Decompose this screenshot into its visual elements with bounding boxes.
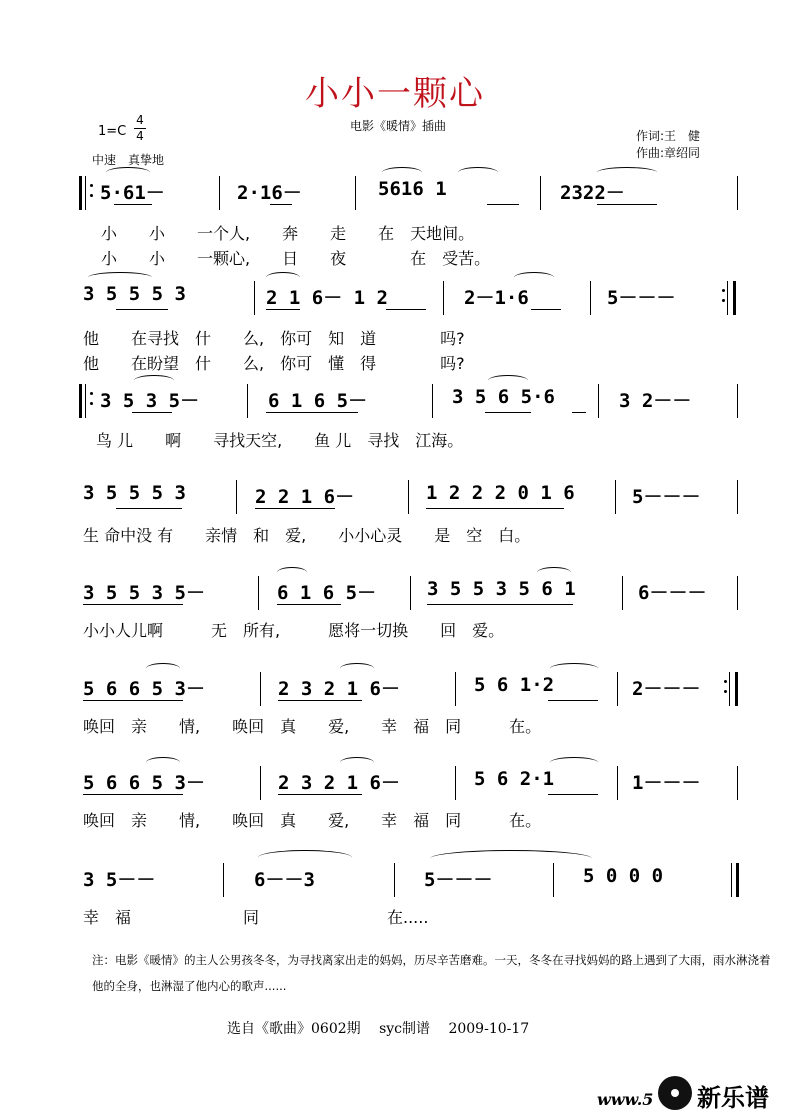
lyric-line-2: 他 在盼望 什 么, 你可 懂 得 吗? [83,354,465,373]
bar-line [622,576,623,610]
bar-line [410,576,411,610]
repeat-start-bar [79,176,82,210]
measure-notes: 2·16－ [237,182,302,204]
final-bar-thin [731,863,732,897]
bar-line [617,766,618,800]
bar-line [540,176,541,210]
lyric-line-1: 幸 福 同 在..... [83,908,429,927]
measure-notes: 3 5 5 3 5 6 1 [427,578,576,600]
bar-line [254,281,255,315]
measure-notes: 2－1·6 [464,287,529,309]
bar-line [258,576,259,610]
measure-notes: 6－－3 [254,869,315,891]
bar-line [553,863,554,897]
key-signature: 1=C [98,124,127,139]
repeat-end-bar [733,281,736,315]
score-row-4 [0,482,790,545]
bar-line [737,576,738,610]
lyric-line-1: 唤回 亲 情, 唤回 真 爱, 幸 福 同 在。 [83,811,542,830]
song-subtitle: 电影《暖情》插曲 [350,119,447,133]
lyric-line-1: 他 在寻找 什 么, 你可 知 道 吗? [83,329,465,348]
measure-notes: 5616 1 [378,178,447,200]
bar-line [590,281,591,315]
bar-line [737,766,738,800]
measure-notes: 5－－－ [632,486,701,508]
song-title: 小小一颗心 [305,74,485,114]
time-bottom: 4 [136,129,144,143]
bar-line [223,863,224,897]
measure-notes: 6－－－ [638,582,707,604]
bar-line [260,672,261,706]
bar-line [432,384,433,418]
measure-notes: 1 2 2 2 0 1 6 [426,482,575,504]
repeat-start-thin [85,176,86,210]
time-top: 4 [136,113,144,127]
bar-line [443,281,444,315]
measure-notes: 2 1 6－ 1 2 [266,287,388,309]
bar-line [737,480,738,514]
measure-notes: 3 5－－ [83,869,156,891]
bar-line [408,480,409,514]
bar-line [236,480,237,514]
bar-line [615,480,616,514]
watermark-url: www.5 [597,1090,654,1109]
lyricist: 作词:王 健 [636,129,701,143]
bar-line [355,176,356,210]
bar-line [394,863,395,897]
final-bar-thick [736,863,739,897]
measure-notes: 2－－－ [632,678,701,700]
repeat-end-thin [727,281,728,315]
measure-notes: 3 5 5 3 5－ [83,582,205,604]
repeat-start-bar [79,384,82,418]
score-row-3 [0,386,790,450]
lyric-line-1: 小小人儿啊 无 所有, 愿将一切换 回 爱。 [83,621,505,640]
measure-notes: 2322－ [560,182,625,204]
bar-line [617,672,618,706]
tempo-marking: 中速 真挚地 [92,153,165,167]
measure-notes: 1－－－ [632,772,701,794]
measure-notes: 3 5 6 5·6 [452,386,555,408]
score-row-6 [0,674,790,736]
lyric-line-1: 唤回 亲 情, 唤回 真 爱, 幸 福 同 在。 [83,717,542,736]
score-row-5 [0,578,790,640]
measure-notes: 6 1 6 5－ [277,582,377,604]
composer: 作曲:章绍同 [636,146,701,160]
measure-notes: 3 2－－ [619,390,692,412]
bar-line [737,384,738,418]
footnote: 注：电影《暖情》的主人公男孩冬冬，为寻找离家出走的妈妈，历尽辛苦磨难。一天，冬冬在寻找妈妈的路上遇到了大雨，雨水淋浇着他的全身，也淋湿了他内心的歌声...... [92,953,771,993]
measure-notes: 5·61－ [100,182,165,204]
measure-notes: 5 0 0 0 [583,865,664,887]
measure-notes: 3 5 5 5 3 [83,482,186,504]
score-row-8 [0,865,790,927]
bar-line [598,384,599,418]
measure-notes: 3 5 5 5 3 [83,283,186,305]
lyric-line-1: 生 命中没 有 亲情 和 爱, 小小心灵 是 空 白。 [83,526,531,545]
lyric-line-1: 小 小 一个人, 奔 走 在 天地间。 [101,224,475,243]
bar-line [737,176,738,210]
repeat-end-thin [729,672,730,706]
bar-line [455,766,456,800]
score-row-7 [0,768,790,830]
repeat-end-bar [735,672,738,706]
score-row-1 [0,178,790,268]
bar-line [260,766,261,800]
vinyl-disc-icon [658,1076,692,1110]
lyric-line-1: 鸟 儿 啊 寻找天空, 鱼 儿 寻找 江海。 [96,431,464,450]
measure-notes: 2 3 2 1 6－ [278,772,400,794]
measure-notes: 2 2 1 6－ [255,486,355,508]
measure-notes: 5 6 1·2 [474,674,555,696]
measure-notes: 2 3 2 1 6－ [278,678,400,700]
measure-notes: 5 6 6 5 3－ [83,772,205,794]
measure-notes: 5 6 6 5 3－ [83,678,205,700]
lyric-line-2: 小 小 一颗心, 日 夜 在 受苦。 [101,249,491,268]
repeat-start-thin [85,384,86,418]
time-signature-line [134,128,146,129]
measure-notes: 5－－－ [607,287,676,309]
source-footer: 选自《歌曲》0602期 syc制谱 2009-10-17 [227,1021,530,1037]
score-row-2 [0,283,790,373]
measure-notes: 5 6 2·1 [474,768,555,790]
credits [636,128,700,162]
measure-notes: 3 5 3 5－ [100,390,200,412]
watermark-brand: 新乐谱 [697,1084,769,1112]
bar-line [247,384,248,418]
measure-notes: 5－－－ [424,869,493,891]
bar-line [219,176,220,210]
bar-line [455,672,456,706]
measure-notes: 6 1 6 5－ [268,390,368,412]
